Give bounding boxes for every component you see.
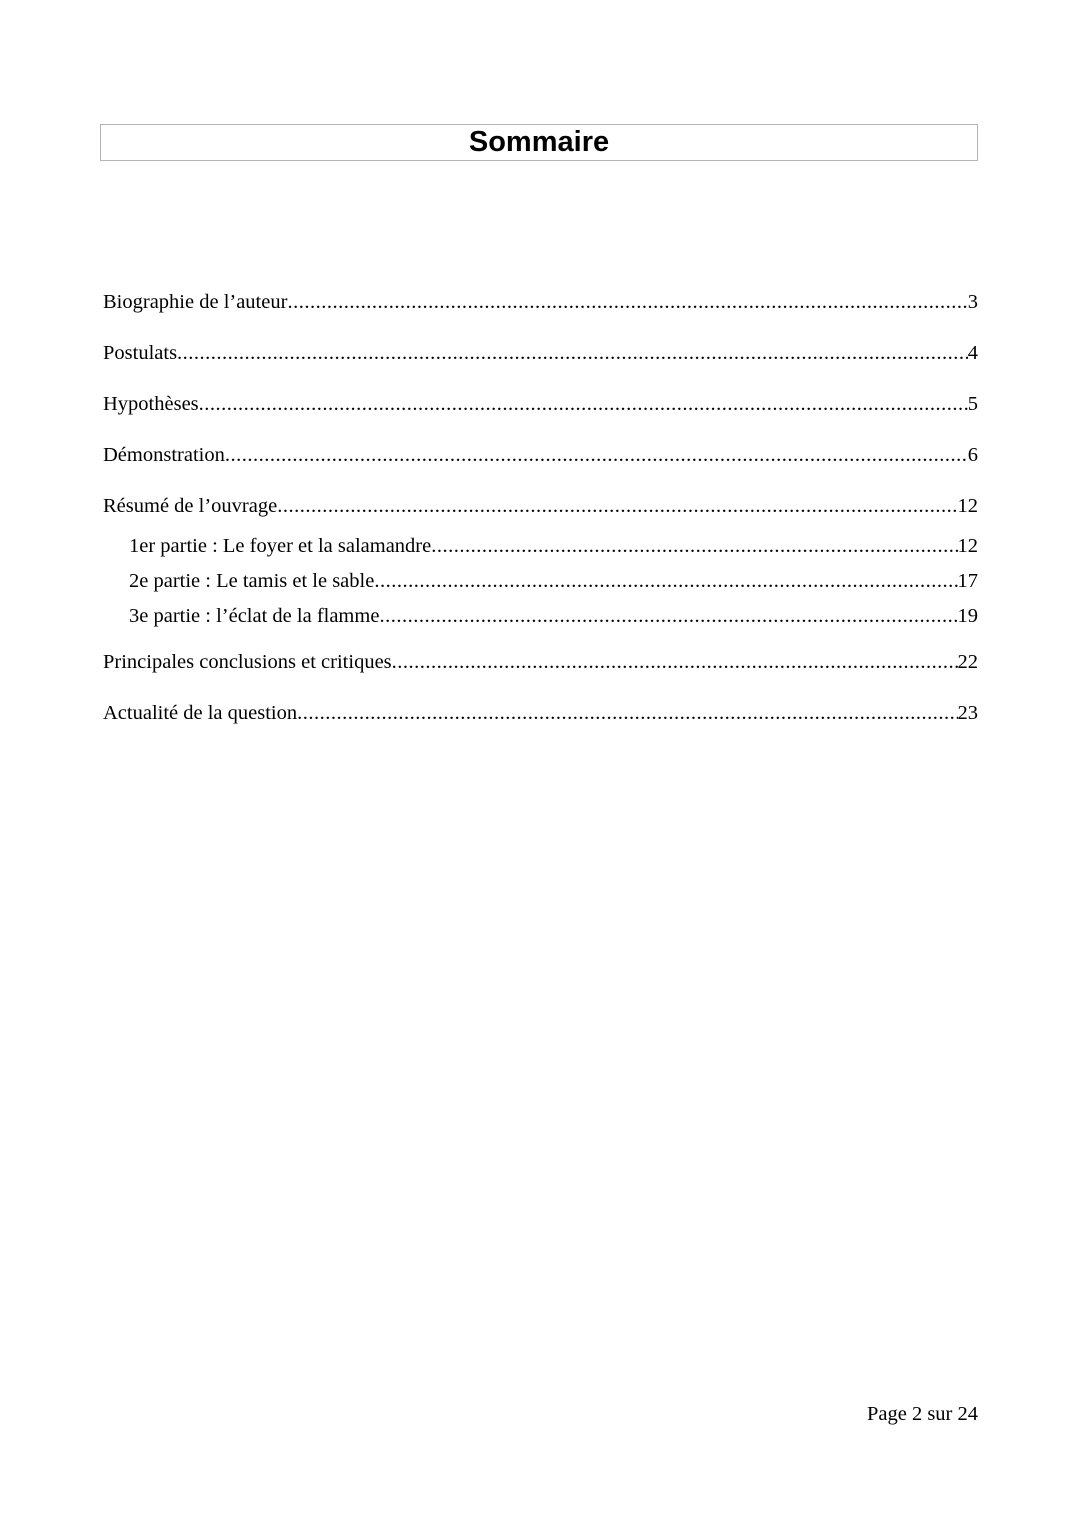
toc-entry-label: Démonstration	[103, 444, 225, 466]
toc-entry[interactable]	[103, 389, 978, 419]
toc-entry-page: 17	[957, 570, 978, 592]
toc-entry-page: 12	[957, 535, 978, 557]
table-of-contents	[103, 287, 978, 749]
toc-entry-page: 12	[957, 495, 978, 517]
toc-entry-label: Résumé de l’ouvrage	[103, 495, 278, 517]
toc-dot-leader	[177, 338, 968, 368]
toc-entry-page: 22	[957, 651, 978, 673]
toc-entry[interactable]	[103, 440, 978, 470]
toc-entry-label: Hypothèses	[103, 393, 199, 415]
toc-dot-leader	[287, 287, 967, 317]
page-number-footer: Page 2 sur 24	[866, 1403, 978, 1425]
toc-entry[interactable]	[103, 647, 978, 677]
toc-entry-page: 3	[967, 291, 978, 313]
toc-dot-leader	[379, 601, 957, 631]
toc-entry-label: Biographie de l’auteur	[103, 291, 288, 313]
toc-dot-leader	[225, 440, 968, 470]
toc-entry-label: Actualité de la question	[103, 702, 298, 724]
toc-dot-leader	[392, 647, 958, 677]
toc-entry-page: 4	[967, 342, 978, 364]
toc-entry-page: 5	[967, 393, 978, 415]
toc-entry-page: 23	[957, 702, 978, 724]
toc-subentry[interactable]	[103, 566, 978, 601]
toc-dot-leader	[374, 566, 957, 596]
toc-subentry[interactable]	[103, 601, 978, 636]
toc-entry[interactable]	[103, 287, 978, 317]
toc-entry-label: Principales conclusions et critiques	[103, 651, 392, 673]
toc-entry-page: 6	[967, 444, 978, 466]
toc-entry[interactable]	[103, 698, 978, 728]
toc-entry-label: 2e partie : Le tamis et le sable	[129, 570, 375, 592]
toc-entry-label: 1er partie : Le foyer et la salamandre	[129, 535, 432, 557]
toc-entry-label: 3e partie : l’éclat de la flamme	[129, 605, 380, 627]
toc-entry[interactable]	[103, 338, 978, 368]
toc-dot-leader	[431, 531, 957, 561]
toc-dot-leader	[297, 698, 957, 728]
toc-entry[interactable]	[103, 491, 978, 521]
toc-entry-page: 19	[957, 605, 978, 627]
toc-dot-leader	[277, 491, 957, 521]
toc-dot-leader	[199, 389, 968, 419]
title-box	[100, 124, 978, 161]
page-title: Sommaire	[468, 126, 610, 158]
toc-entry-label: Postulats	[103, 342, 178, 364]
toc-subentry[interactable]	[103, 531, 978, 566]
